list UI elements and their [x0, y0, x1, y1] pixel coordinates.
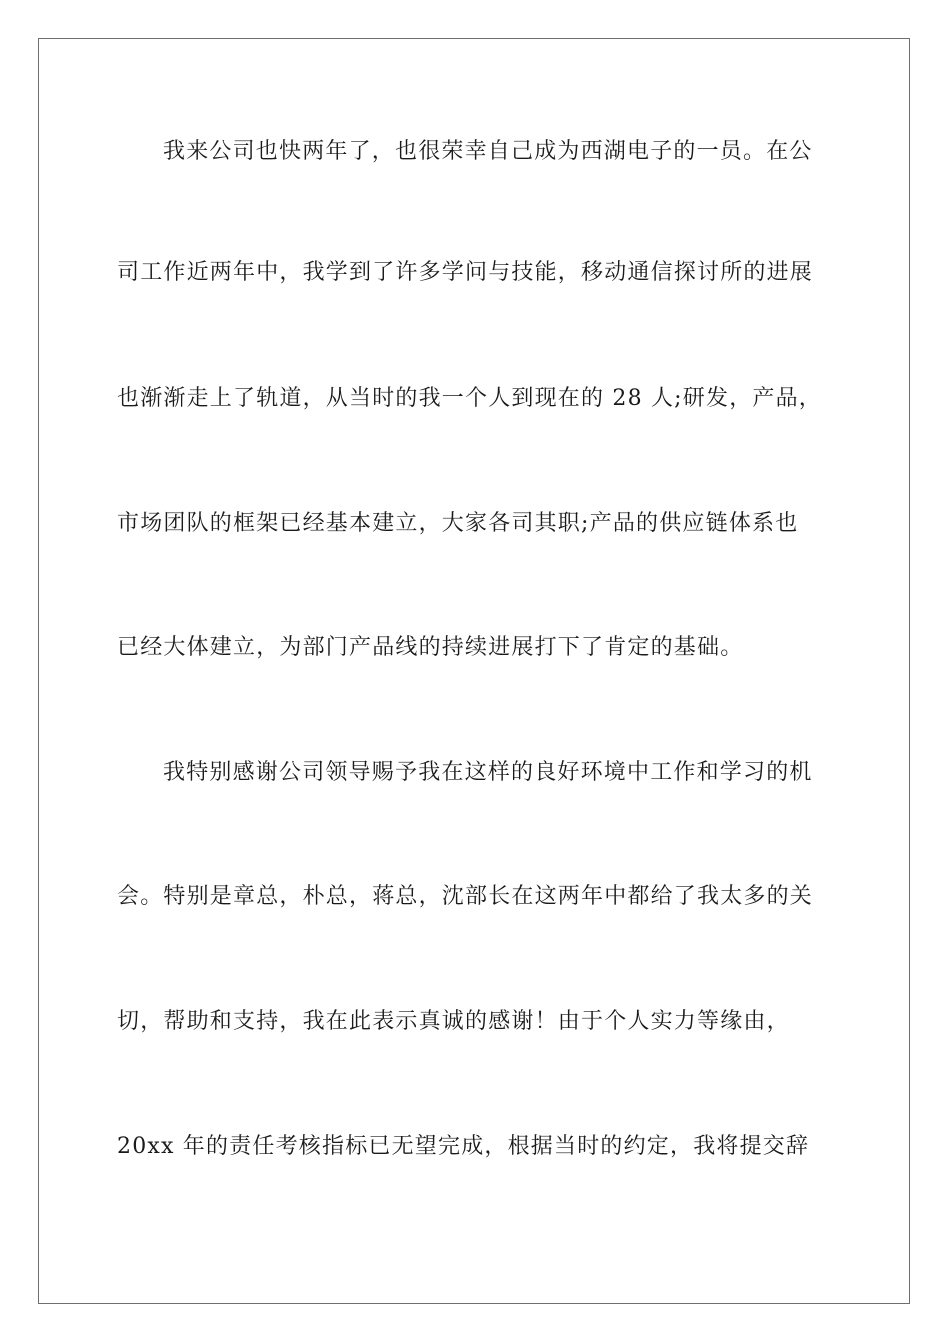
paragraph-1-line-4: 市场团队的框架已经基本建立，大家各司其职;产品的供应链体系也	[117, 511, 799, 536]
paragraph-1-line-1: 我来公司也快两年了，也很荣幸自己成为西湖电子的一员。在公	[163, 139, 813, 164]
paragraph-2-line-1: 我特别感谢公司领导赐予我在这样的良好环境中工作和学习的机	[163, 760, 813, 785]
paragraph-2-line-2: 会。特别是章总，朴总，蒋总，沈部长在这两年中都给了我太多的关	[117, 884, 814, 909]
page-border	[38, 38, 910, 1304]
paragraph-1-line-3: 也渐渐走上了轨道，从当时的我一个人到现在的 28 人;研发，产品，	[117, 386, 822, 411]
paragraph-1-line-2: 司工作近两年中，我学到了许多学问与技能，移动通信探讨所的进展	[117, 260, 814, 285]
paragraph-2-line-3: 切，帮助和支持，我在此表示真诚的感谢！由于个人实力等缘由，	[117, 1009, 790, 1034]
paragraph-1-line-5: 已经大体建立，为部门产品线的持续进展打下了肯定的基础。	[117, 635, 744, 660]
paragraph-2-line-4: 20xx 年的责任考核指标已无望完成，根据当时的约定，我将提交辞	[117, 1134, 810, 1159]
